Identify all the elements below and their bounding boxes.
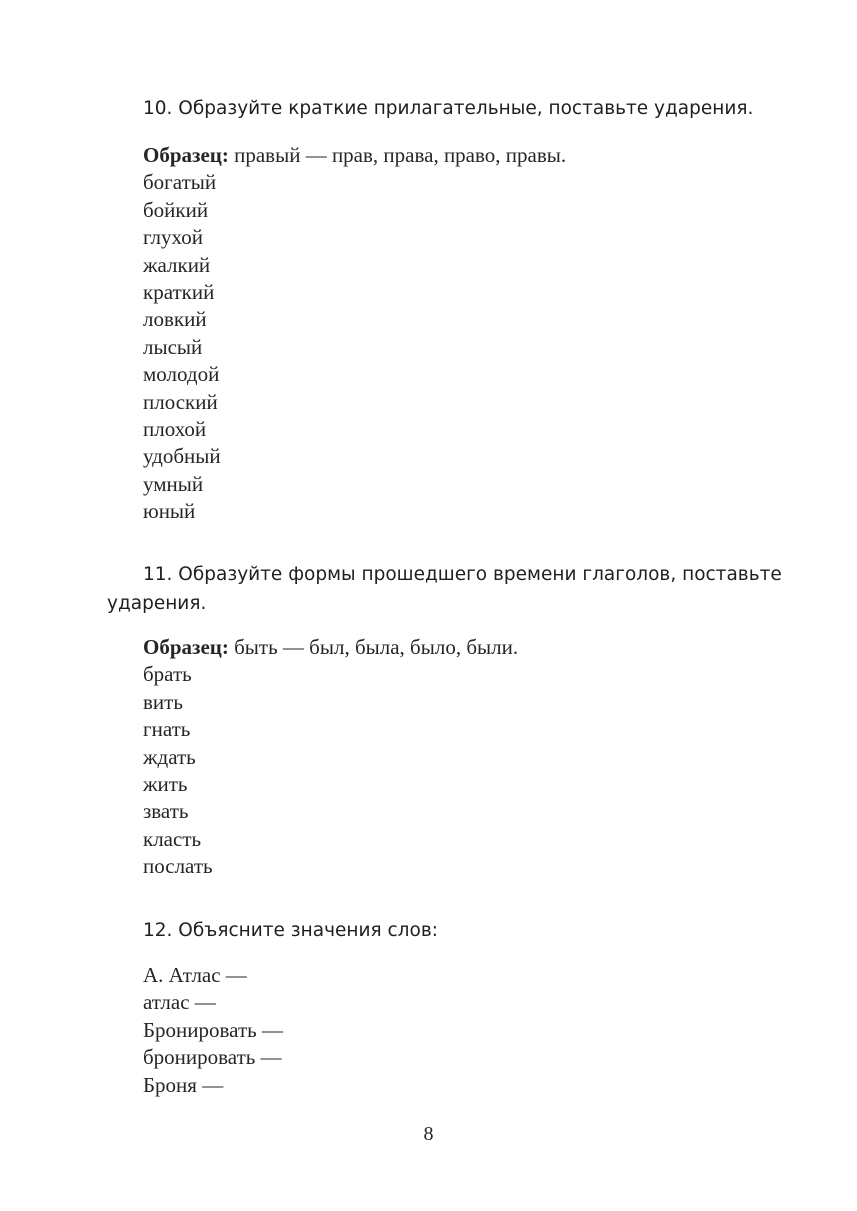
sample-text: правый — прав, права, право, правы. <box>234 143 567 167</box>
definition-line: Бронировать — <box>143 1017 283 1042</box>
word-list-item: гнать <box>143 717 191 742</box>
sample-text: быть — был, была, было, были. <box>234 635 519 659</box>
exercise-11-title-line2: ударения. <box>107 593 207 614</box>
exercise-10-title: 10. Образуйте краткие прилагательные, поставьте ударения. <box>143 98 754 119</box>
word-list-item: плохой <box>143 417 207 442</box>
definition-line: бронировать — <box>143 1045 282 1070</box>
exercise-10-content <box>143 142 566 526</box>
exercise-12-content <box>143 962 283 1099</box>
word-list-item: умный <box>143 471 204 496</box>
word-list-item: звать <box>143 799 189 824</box>
word-list-item: юный <box>143 499 196 524</box>
exercise-12-title: 12. Объясните значения слов: <box>143 920 438 941</box>
word-list-item: ждать <box>143 744 196 769</box>
word-list-item: плоский <box>143 389 218 414</box>
definition-line: атлас — <box>143 990 216 1015</box>
exercise-11-sample <box>143 634 518 661</box>
word-list-item: класть <box>143 826 202 851</box>
word-list-item: жить <box>143 772 188 797</box>
word-list-item: жалкий <box>143 252 211 277</box>
sample-label: Образец: <box>143 635 229 659</box>
word-list-item: бойкий <box>143 197 209 222</box>
word-list-item: краткий <box>143 280 215 305</box>
word-list-item: удобный <box>143 444 221 469</box>
word-list-item: вить <box>143 689 183 714</box>
exercise-11-title-line1: 11. Образуйте формы прошедшего времени глаголов, поставьте <box>143 564 782 585</box>
word-list-item: богатый <box>143 170 217 195</box>
word-list-item: брать <box>143 662 192 687</box>
page-number: 8 <box>423 1123 434 1145</box>
exercise-10-sample <box>143 142 566 169</box>
exercise-11-content <box>143 634 518 881</box>
definition-line: Броня — <box>143 1072 224 1097</box>
definition-line: А. Атлас — <box>143 963 247 987</box>
word-list-item: послать <box>143 854 213 879</box>
word-list-item: глухой <box>143 225 203 250</box>
word-list-item: лысый <box>143 334 203 359</box>
word-list-item: молодой <box>143 362 220 387</box>
sample-label: Образец: <box>143 143 229 167</box>
word-list-item: ловкий <box>143 307 207 332</box>
